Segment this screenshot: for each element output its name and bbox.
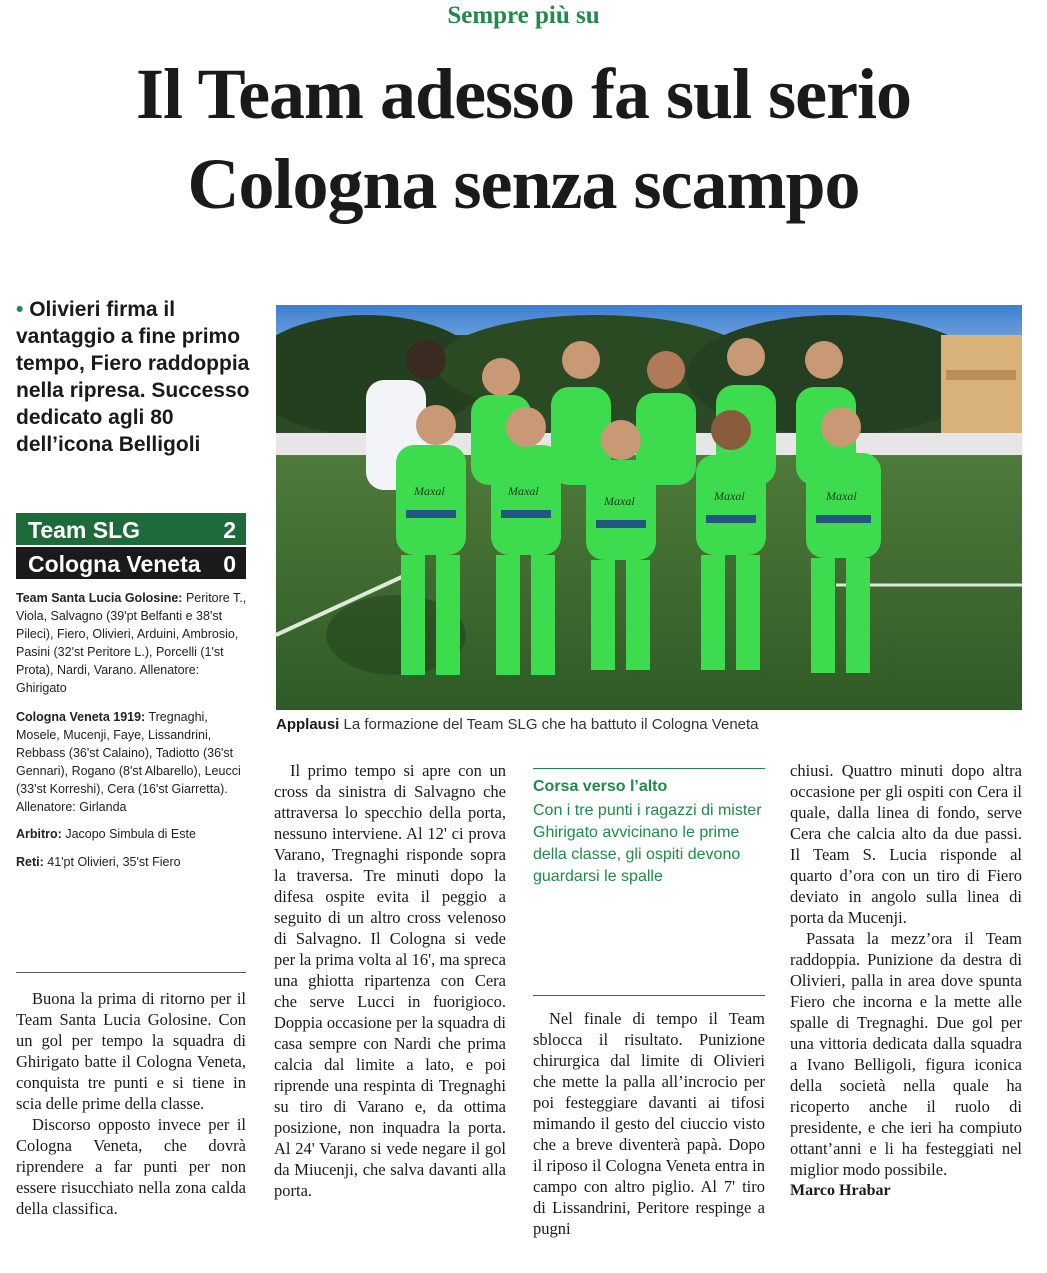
goals-label: Reti: [16,855,44,869]
team-photo [276,305,1022,710]
article-paragraph: Passata la mezz’ora il Team raddoppia. Punizione da destra di Olivieri, palla in area dove spunta Fiero che incorna e la mette alle spalle di Tregnaghi. Due gol per una vittoria dedicata dalla squadra a Ivano Belligoli, figura iconica della società nella quale ha ricoperto anche il ruolo di presidente, e che ieri ha compiuto ottant’anni e li ha festeggiati nel miglior modo possibile. [790,929,1022,1179]
referee [16,825,248,843]
home-lineup-label: Team Santa Lucia Golosine: [16,591,183,605]
team-photo-illustration [276,305,1022,710]
shirt-sponsor: Maxal [414,484,445,498]
shirt-sponsor: Maxal [508,484,539,498]
referee-text: Jacopo Simbula di Este [65,827,196,841]
summary [16,296,256,458]
headline-line-2: Cologna senza scampo [187,144,860,224]
caption-label: Applausi [276,716,340,733]
article-paragraph: Discorso opposto invece per il Cologna Veneta, che dovrà riprendere a far punti per non essere risucchiato nella zona calda della classifica. [16,1115,246,1218]
article-paragraph: Il primo tempo si apre con un cross da sinistra di Salvagno che attraversa lo specchio della porta, nessuno interviene. Al 12' ci prova Varano, Tregnaghi risponde sopra la traversa. Tre minuti dopo la difesa ospite evita il peggio a seguito di un altro cross velenoso di Salvagno. Il Cologna si vede per la prima volta al 16', ma spreca una ghiotta ripartenza con Cera che serve Lucci in fuorigioco. Doppia occasione per la squadra di casa sempre con Nardi che prima calcia dal limite a lato, e poi riprende una respinta di Tregnaghi su tiro di Varano e, da ottima posizione, non inquadra la porta. Al 24' Varano si vede negare il gol da Miucenji, che salva davanti alla porta. [274,761,506,1200]
home-lineup [16,589,248,697]
away-lineup-text: Tregnaghi, Mosele, Mucenji, Faye, Lissandrini, Rebbass (36'st Calaino), Tadiotto (36'st Gennari), Rogano (8'st Albarello), Leucci (33'st Korreshi), Cera (16'st Giarretta). Allenatore: Girlanda [16,710,241,814]
caption-text: La formazione del Team SLG che ha battuto il Cologna Veneta [343,716,759,733]
photo-caption [276,716,1022,733]
sidebar-body: Con i tre punti i ragazzi di mister Ghirigato avvicinano le prime della classe, gli ospiti devono guardarsi le spalle [533,802,762,885]
article-column-1 [16,988,246,1219]
score-row-home [16,513,246,547]
kicker: Sempre più su [447,2,600,29]
home-team-score: 2 [223,517,236,543]
score-row-away [16,545,246,579]
bullet-icon: • [16,298,24,321]
away-team-score: 0 [223,551,236,577]
referee-label: Arbitro: [16,827,62,841]
divider [533,768,765,769]
article-paragraph: Nel finale di tempo il Team sblocca il risultato. Punizione chirurgica dal limite di Olivieri che mette la palla all’incrocio per poi festeggiare davanti ai tifosi mimando il gesto del ciuccio visto che a breve diventerà papà. Dopo il riposo il Cologna Veneta entra in campo con altro piglio. Al 7' tiro di Lissandrini, Peritore respinge a pugni [533,1009,765,1238]
summary-text: Olivieri firma il vantaggio a fine primo tempo, Fiero raddoppia nella ripresa. Successo dedicato agli 80 dell’icona Belligoli [16,298,250,456]
sidebar-title: Corsa verso l’alto [533,778,668,795]
article-paragraph: chiusi. Quattro minuti dopo altra occasione per gli ospiti con Cera il quale, dalla linea di fondo, serve Cera che calcia alto da due passi. Il Team S. Lucia risponde al quarto d’ora con un tiro di Fiero deviato in angolo sulla linea di porta da Mucenji. [790,761,1022,927]
home-team-name: Team SLG [28,517,141,543]
goals [16,853,248,871]
article-column-3 [533,1008,765,1239]
divider [533,995,765,996]
away-lineup [16,708,248,816]
divider [16,972,246,973]
home-lineup-text: Peritore T., Viola, Salvagno (39'pt Belfanti e 38'st Pileci), Fiero, Olivieri, Arduini, Ambrosio, Pasini (32'st Peritore L.), Porcelli (1'st Prota), Nardi, Varano. Allenatore: Ghirigato [16,591,247,695]
article-column-4 [790,760,1022,1201]
away-lineup-label: Cologna Veneta 1919: [16,710,146,724]
away-team-name: Cologna Veneta [28,551,201,577]
shirt-sponsor: Maxal [714,489,745,503]
author-byline: Marco Hrabar [790,1182,891,1199]
shirt-sponsor: Maxal [826,489,857,503]
headline-line-1: Il Team adesso fa sul serio [135,54,912,134]
shirt-sponsor: Maxal [604,494,635,508]
goals-text: 41'pt Olivieri, 35'st Fiero [47,855,181,869]
article-column-2 [274,760,506,1201]
article-paragraph: Buona la prima di ritorno per il Team Santa Lucia Golosine. Con un gol per tempo la squadra di Ghirigato batte il Cologna Veneta, conquista tre punti e si tiene in scia delle prime della classe. [16,989,246,1113]
